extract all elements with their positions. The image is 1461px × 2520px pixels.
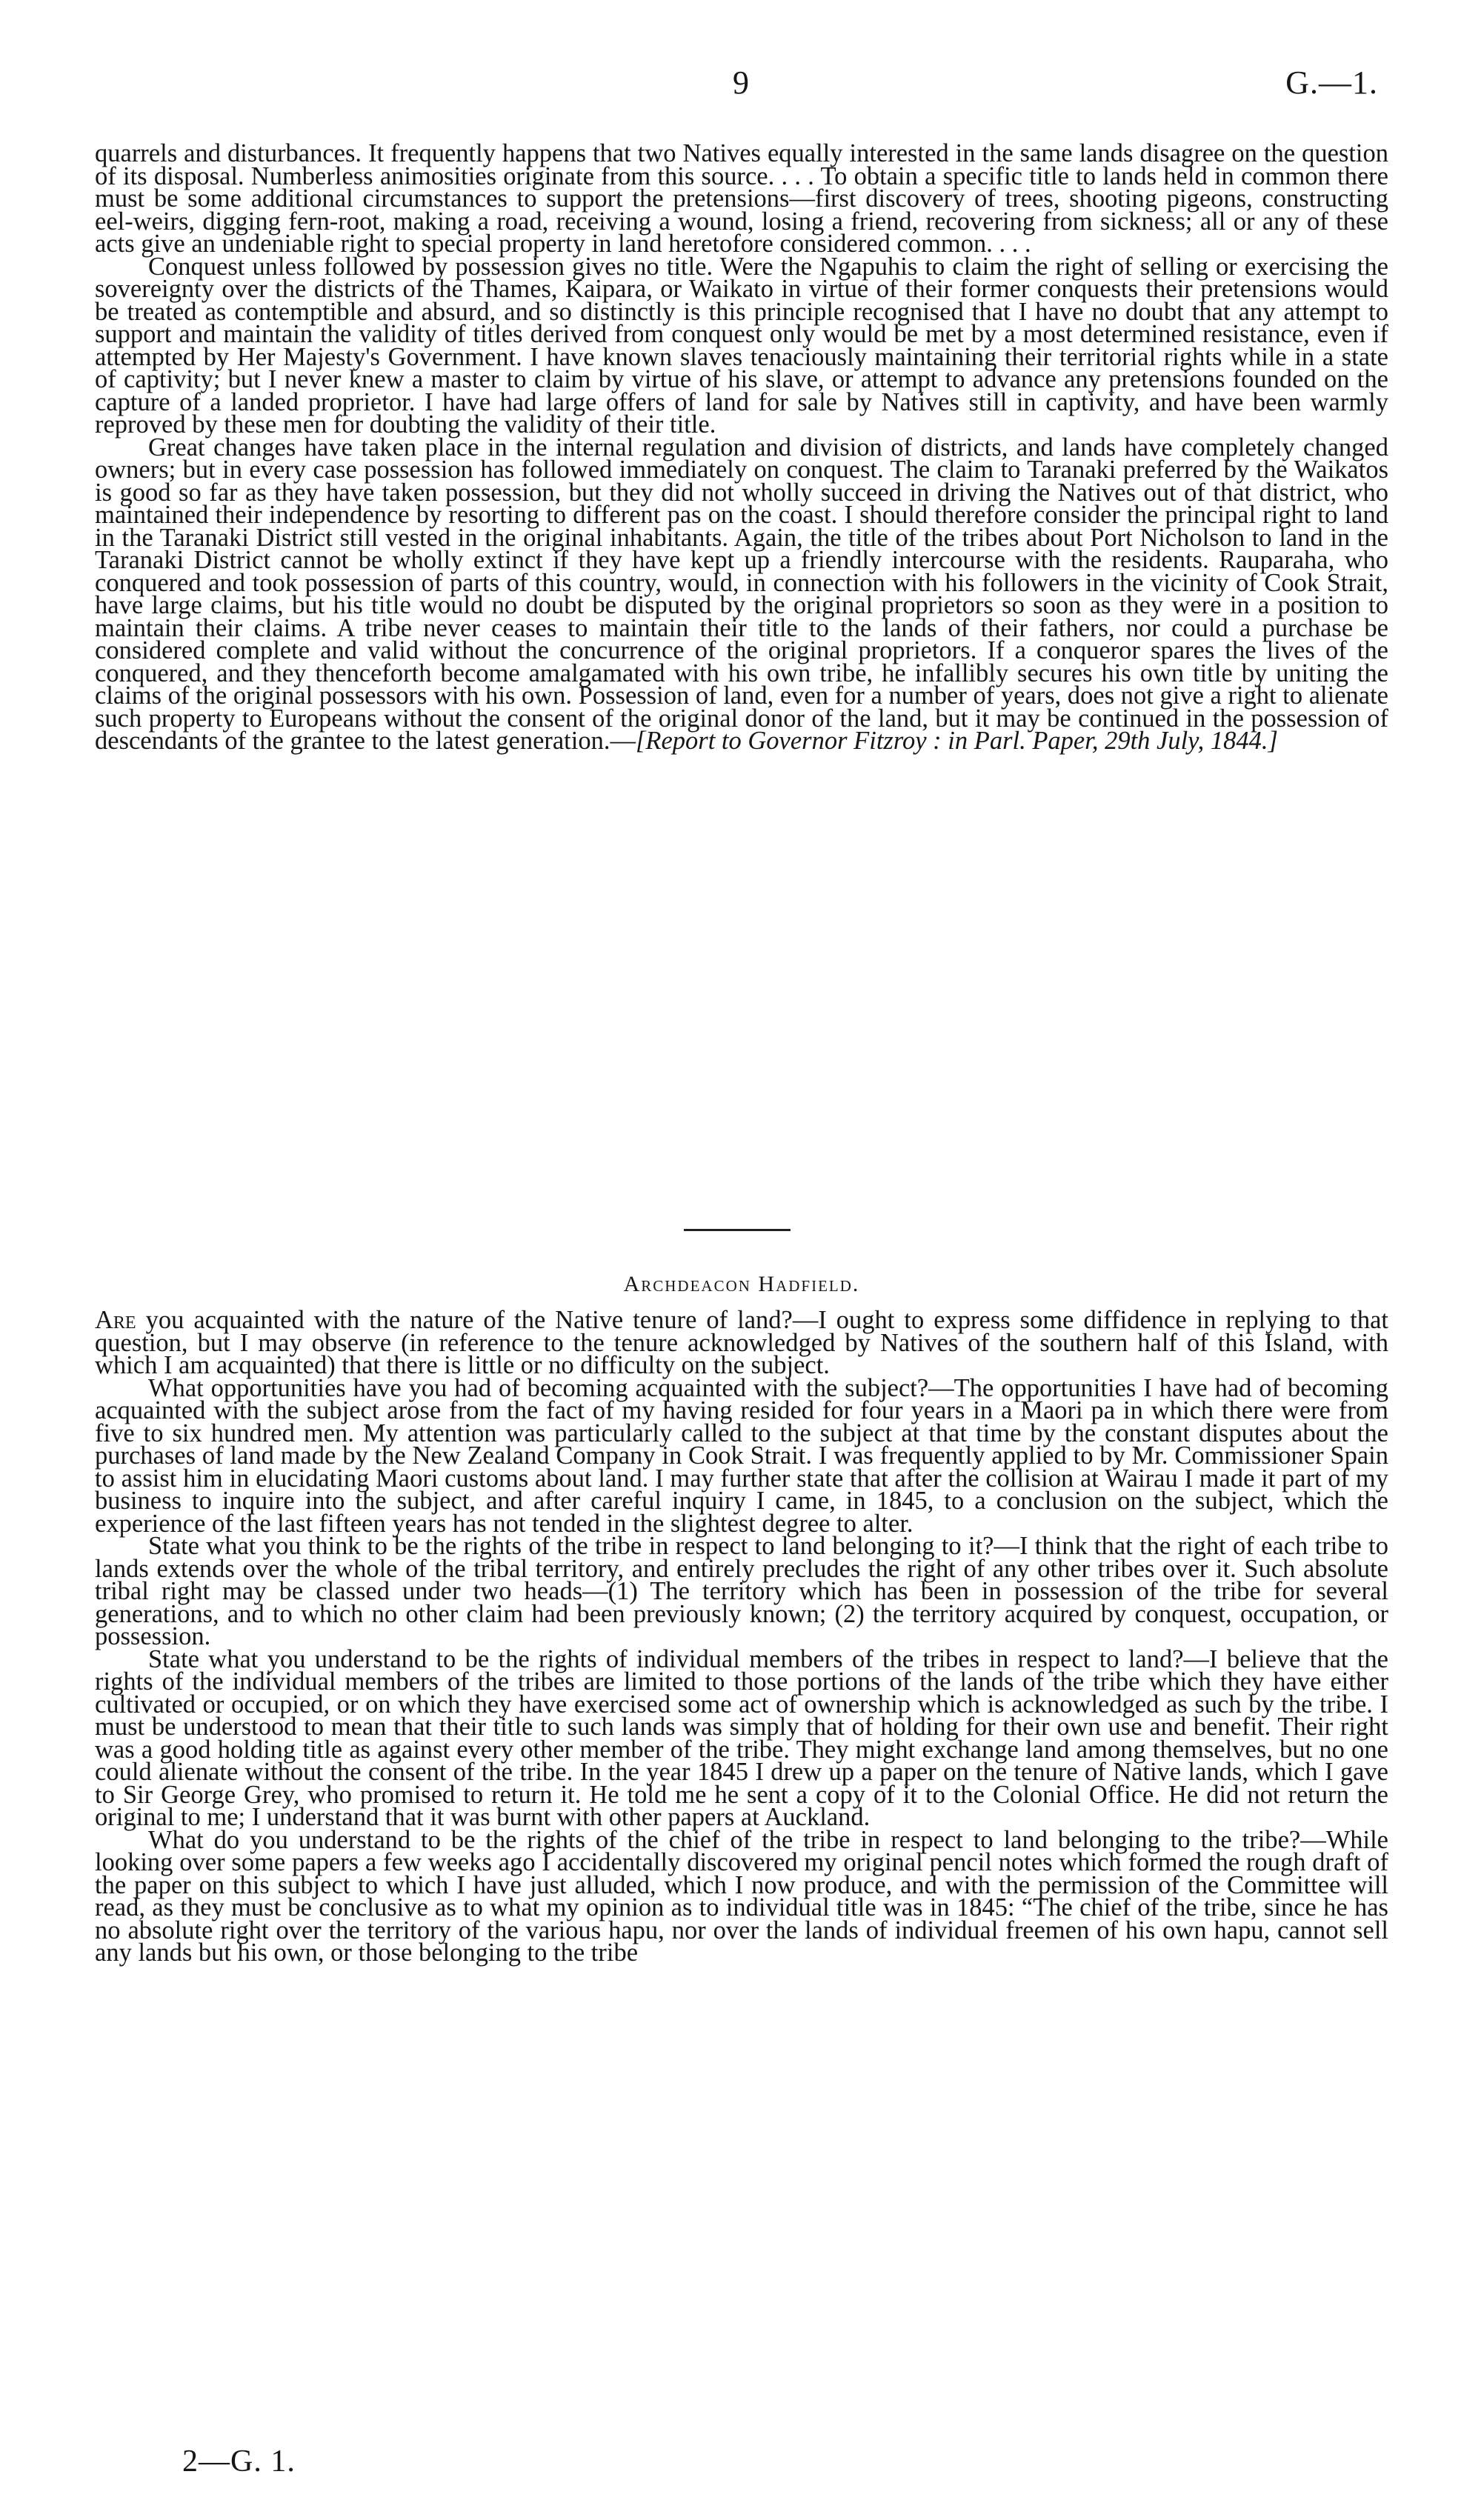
document-reference: G.—1. <box>1285 64 1378 101</box>
citation: [Report to Governor Fitzroy : in Parl. Paper, 29th July, 1844.] <box>635 727 1278 755</box>
paragraph: State what you understand to be the rights of individual members of the tribes in respect to land?—I believe that the rights of the individual members of the tribes are limited to those portions of the lands of the tribe which they have either cultivated or occupied, or on which they have exercised some act of ownership which is acknowledged as such by the tribe. I must be understood to mean that their title to such lands was simply that of holding for their own use and benefit. Their right was a good holding title as against every other member of the tribe. They might exchange land among themselves, but no one could alienate without the consent of the tribe. In the year 1845 I drew up a paper on the tenure of Native lands, which I gave to Sir George Grey, who promised to return it. He told me he sent a copy of it to the Colonial Office. He did not return the original to me; I understand that it was burnt with other papers at Auckland. <box>95 1644 1388 1831</box>
page-number: 9 <box>733 64 749 101</box>
paragraph: What opportunities have you had of becoming acquainted with the subject?—The opportunities I have had of becoming acquainted with the subject arose from the fact of my having resided for four years in a Maori pa in which there were from five to six hundred men. My attention was particularly called to the subject at that time by the constant disputes about the purchases of land made by the New Zealand Company in Cook Strait. I was frequently applied to by Mr. Commissioner Spain to assist him in elucidating Maori customs about land. I may further state that after the collision at Wairau I made it part of my business to inquire into the subject, and after careful inquiry I came, in 1845, to a conclusion on the subject, which the experience of the last fifteen years has not tended in the slightest degree to alter. <box>95 1373 1388 1538</box>
lead-word: Are <box>95 1306 136 1334</box>
section-divider <box>684 1229 791 1231</box>
paragraph: State what you think to be the rights of the tribe in respect to land belonging to it?—I think that the right of each tribe to lands extends over the whole of the tribal territory, and entirely precludes the right of any other tribes over it. Such absolute tribal right may be classed under two heads—(1) The territory which has been in possession of the tribe for several generations, and to which no other claim had been previously known; (2) the territory acquired by conquest, occupation, or possession. <box>95 1532 1388 1650</box>
paragraph: What do you understand to be the rights of the chief of the tribe in respect to land belonging to the tribe?—While looking over some papers a few weeks ago I accidentally discovered my original pencil notes which formed the rough draft of the paper on this subject to which I have just alluded, which I now produce, and with the permission of the Committee will read, as they must be conclusive as to what my opinion as to individual title was in 1845: “The chief of the tribe, since he has no absolute right over the territory of the various hapu, nor over the lands of individual freemen of his own hapu, cannot sell any lands but his own, or those belonging to the tribe <box>95 1825 1388 1967</box>
paragraph <box>95 1306 1389 1379</box>
paragraph: quarrels and disturbances. It frequently happens that two Natives equally interested in the same lands disagree on the question of its disposal. Numberless animosities originate from this source. . . . To obtain a specific title to lands held in common there must be some additional circumstances to support the pretensions—first discovery of trees, shooting pigeons, constructing eel-weirs, digging fern-root, making a road, receiving a wound, losing a friend, recovering from sickness; all or any of these acts give an undeniable right to special property in land heretofore considered common. . . . <box>95 139 1388 258</box>
report-excerpt <box>95 139 1388 755</box>
paragraph <box>95 433 1388 755</box>
testimony <box>95 1306 1389 1967</box>
paragraph: Conquest unless followed by possession gives no title. Were the Ngapuhis to claim the right of selling or exercising the sovereignty over the districts of the Thames, Kaipara, or Waikato in virtue of their former conquests their pretensions would be treated as contemptible and absurd, and so distinctly is this principle recognised that I have no doubt that any attempt to support and maintain the validity of titles derived from conquest only would be met by a most determined resistance, even if attempted by Her Majesty's Government. I have known slaves tenaciously maintaining their territorial rights while in a state of captivity; but I never knew a master to claim by virtue of his slave, or attempt to advance any pretensions founded on the capture of a landed proprietor. I have had large offers of land for sale by Natives still in captivity, and have been warmly reproved by these men for doubting the validity of their title. <box>95 252 1388 439</box>
paragraph-text: you acquainted with the nature of the Native tenure of land?—I ought to express some diffidence in replying to that question, but I may observe (in reference to the tenure acknowledged by Natives of the southern half of this Island, with which I am acquainted) that there is little or no difficulty on the subject. <box>95 1306 1389 1379</box>
signature-mark: 2—G. 1. <box>182 2444 296 2479</box>
section-heading: Archdeacon Hadfield. <box>623 1272 860 1296</box>
paragraph-text: Great changes have taken place in the internal regulation and division of districts, and lands have completely changed owners; but in every case possession has followed immediately on conquest. The claim to Taranaki preferred by the Waikatos is good so far as they have taken possession, but they did not wholly succeed in driving the Natives out of that district, who maintained their independence by resorting to different pas on the coast. I should therefore consider the principal right to land in the Taranaki District still vested in the original inhabitants. Again, the title of the tribes about Port Nicholson to land in the Taranaki District cannot be wholly extinct if they have kept up a friendly intercourse with the residents. Rauparaha, who conquered and took possession of parts of this country, would, in connection with his followers in the vicinity of Cook Strait, have large claims, but his title would no doubt be disputed by the original proprietors so soon as they were in a position to maintain their claims. A tribe never ceases to maintain their title to the lands of their fathers, nor could a purchase be considered complete and valid without the concurrence of the original proprietors. If a conqueror spares the lives of the conquered, and they thenceforth become amalgamated with his own tribe, he infallibly secures his own title by uniting the claims of the original possessors with his own. Possession of land, even for a number of years, does not give a right to alienate such property to Europeans without the consent of the original donor of the land, but it may be continued in the possession of descendants of the grantee to the latest generation.— <box>95 433 1388 755</box>
